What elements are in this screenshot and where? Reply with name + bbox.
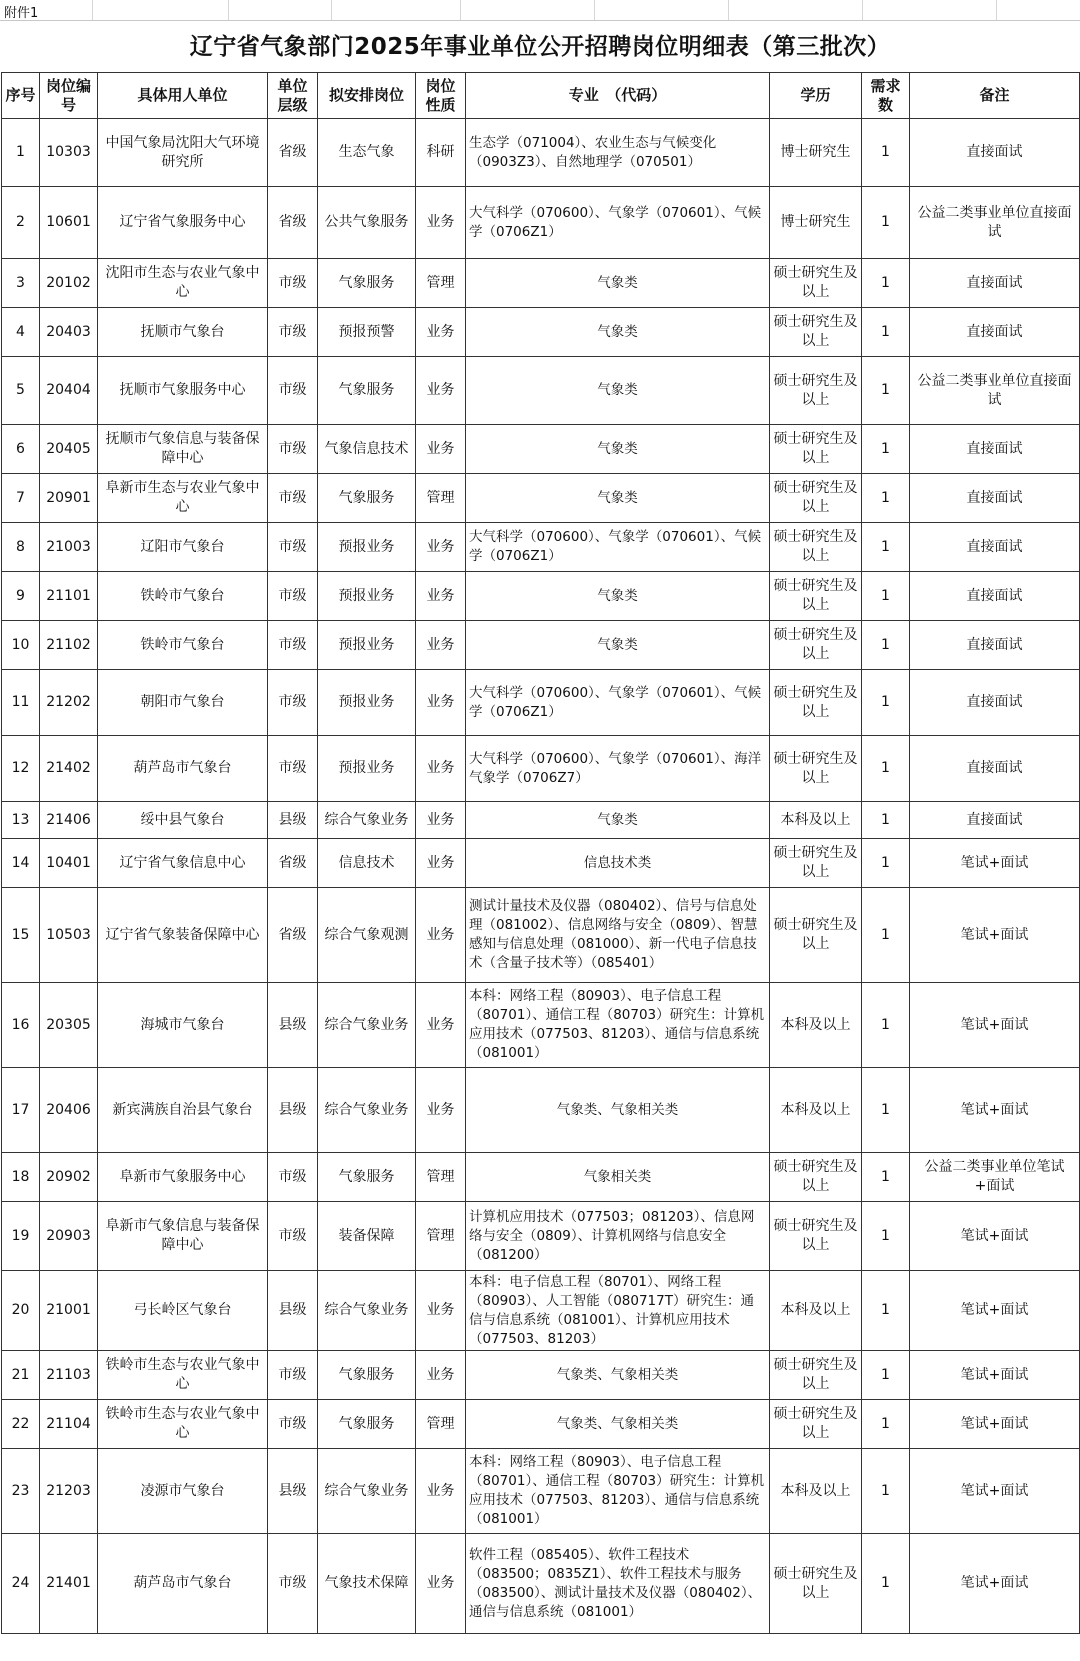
cell-post: 综合气象业务: [318, 1271, 416, 1351]
cell-code: 21104: [40, 1400, 98, 1449]
cell-unit: 抚顺市气象信息与装备保障中心: [98, 425, 268, 474]
cell-no: 24: [2, 1534, 40, 1634]
cell-edu: 硕士研究生及以上: [770, 736, 862, 802]
cell-unit: 中国气象局沈阳大气环境研究所: [98, 119, 268, 187]
cell-count: 1: [862, 1068, 910, 1153]
table-row: [2, 357, 1080, 425]
cell-nature: 业务: [416, 621, 466, 670]
cell-count: 1: [862, 1351, 910, 1400]
table-body: [2, 119, 1080, 1634]
cell-no: 23: [2, 1449, 40, 1534]
table-row: [2, 1153, 1080, 1202]
cell-post: 气象服务: [318, 1351, 416, 1400]
cell-unit: 阜新市生态与农业气象中心: [98, 474, 268, 523]
cell-post: 气象技术保障: [318, 1534, 416, 1634]
cell-count: 1: [862, 621, 910, 670]
cell-code: 21406: [40, 802, 98, 839]
cell-level: 市级: [268, 621, 318, 670]
header-education: 学历: [770, 73, 862, 119]
cell-nature: 业务: [416, 1351, 466, 1400]
cell-code: 21001: [40, 1271, 98, 1351]
cell-no: 9: [2, 572, 40, 621]
cell-nature: 管理: [416, 1202, 466, 1271]
table-row: [2, 523, 1080, 572]
cell-major: 大气科学（070600）、气象学（070601）、海洋气象学（0706Z7）: [466, 736, 770, 802]
cell-code: 20406: [40, 1068, 98, 1153]
cell-level: 县级: [268, 1271, 318, 1351]
cell-nature: 业务: [416, 802, 466, 839]
cell-nature: 业务: [416, 839, 466, 888]
cell-code: 10503: [40, 888, 98, 983]
cell-major: 气象类、气象相关类: [466, 1351, 770, 1400]
cell-major: 大气科学（070600）、气象学（070601）、气候学（0706Z1）: [466, 670, 770, 736]
cell-note: 直接面试: [910, 670, 1080, 736]
cell-unit: 海城市气象台: [98, 983, 268, 1068]
cell-count: 1: [862, 572, 910, 621]
cell-code: 10401: [40, 839, 98, 888]
cell-no: 14: [2, 839, 40, 888]
cell-note: 直接面试: [910, 119, 1080, 187]
cell-level: 省级: [268, 119, 318, 187]
cell-no: 20: [2, 1271, 40, 1351]
cell-note: 笔试+面试: [910, 1400, 1080, 1449]
cell-edu: 硕士研究生及以上: [770, 259, 862, 308]
cell-edu: 硕士研究生及以上: [770, 1534, 862, 1634]
header-count: 需求数: [862, 73, 910, 119]
cell-post: 信息技术: [318, 839, 416, 888]
cell-note: 公益二类事业单位直接面试: [910, 187, 1080, 259]
cell-code: 21102: [40, 621, 98, 670]
cell-edu: 硕士研究生及以上: [770, 474, 862, 523]
cell-level: 市级: [268, 259, 318, 308]
header-nature: 岗位性质: [416, 73, 466, 119]
cell-edu: 硕士研究生及以上: [770, 888, 862, 983]
cell-unit: 铁岭市生态与农业气象中心: [98, 1400, 268, 1449]
cell-no: 18: [2, 1153, 40, 1202]
cell-unit: 辽宁省气象服务中心: [98, 187, 268, 259]
cell-major: 本科：网络工程（80903）、电子信息工程（80701）、通信工程（80703）研究生：计算机应用技术（077503、81203）、通信与信息系统（081001）: [466, 1449, 770, 1534]
table-row: [2, 1202, 1080, 1271]
cell-count: 1: [862, 474, 910, 523]
table-row: [2, 187, 1080, 259]
cell-nature: 业务: [416, 983, 466, 1068]
cell-no: 1: [2, 119, 40, 187]
cell-nature: 业务: [416, 572, 466, 621]
cell-unit: 铁岭市气象台: [98, 621, 268, 670]
cell-major: 信息技术类: [466, 839, 770, 888]
cell-nature: 业务: [416, 1271, 466, 1351]
cell-nature: 业务: [416, 425, 466, 474]
cell-code: 21203: [40, 1449, 98, 1534]
cell-post: 预报业务: [318, 621, 416, 670]
cell-note: 笔试+面试: [910, 1271, 1080, 1351]
cell-note: 笔试+面试: [910, 1449, 1080, 1534]
cell-unit: 辽阳市气象台: [98, 523, 268, 572]
cell-level: 市级: [268, 308, 318, 357]
cell-nature: 业务: [416, 187, 466, 259]
cell-post: 气象服务: [318, 474, 416, 523]
cell-level: 省级: [268, 888, 318, 983]
cell-no: 8: [2, 523, 40, 572]
table-row: [2, 1400, 1080, 1449]
cell-note: 公益二类事业单位直接面试: [910, 357, 1080, 425]
cell-no: 17: [2, 1068, 40, 1153]
cell-level: 县级: [268, 1068, 318, 1153]
cell-edu: 本科及以上: [770, 1271, 862, 1351]
cell-edu: 本科及以上: [770, 983, 862, 1068]
cell-code: 21103: [40, 1351, 98, 1400]
cell-code: 21401: [40, 1534, 98, 1634]
cell-level: 市级: [268, 1351, 318, 1400]
cell-major: 气象类: [466, 572, 770, 621]
cell-edu: 硕士研究生及以上: [770, 425, 862, 474]
page-title: 辽宁省气象部门2025年事业单位公开招聘岗位明细表（第三批次）: [189, 34, 891, 60]
cell-major: 测试计量技术及仪器（080402）、信号与信息处理（081002）、信息网络与安全（0809）、智慧感知与信息处理（081000）、新一代电子信息技术（含量子技术等）（085401）: [466, 888, 770, 983]
cell-count: 1: [862, 119, 910, 187]
cell-major: 气象类: [466, 621, 770, 670]
cell-count: 1: [862, 187, 910, 259]
cell-unit: 沈阳市生态与农业气象中心: [98, 259, 268, 308]
cell-level: 县级: [268, 983, 318, 1068]
cell-level: 市级: [268, 474, 318, 523]
cell-unit: 阜新市气象服务中心: [98, 1153, 268, 1202]
cell-edu: 博士研究生: [770, 187, 862, 259]
cell-no: 11: [2, 670, 40, 736]
cell-nature: 业务: [416, 670, 466, 736]
cell-count: 1: [862, 259, 910, 308]
cell-count: 1: [862, 1400, 910, 1449]
table-row: [2, 425, 1080, 474]
cell-no: 22: [2, 1400, 40, 1449]
cell-code: 21003: [40, 523, 98, 572]
cell-edu: 硕士研究生及以上: [770, 572, 862, 621]
cell-edu: 硕士研究生及以上: [770, 621, 862, 670]
table-row: [2, 1449, 1080, 1534]
cell-count: 1: [862, 523, 910, 572]
cell-nature: 业务: [416, 1534, 466, 1634]
cell-no: 16: [2, 983, 40, 1068]
cell-major: 本科：网络工程（80903）、电子信息工程（80701）、通信工程（80703）研究生：计算机应用技术（077503、81203）、通信与信息系统（081001）: [466, 983, 770, 1068]
cell-note: 直接面试: [910, 523, 1080, 572]
cell-note: 直接面试: [910, 308, 1080, 357]
cell-major: 气象类、气象相关类: [466, 1068, 770, 1153]
header-post: 拟安排岗位: [318, 73, 416, 119]
cell-nature: 业务: [416, 1449, 466, 1534]
cell-note: 笔试+面试: [910, 1534, 1080, 1634]
cell-note: 笔试+面试: [910, 983, 1080, 1068]
cell-major: 计算机应用技术（077503；081203）、信息网络与安全（0809）、计算机网络与信息安全（081200）: [466, 1202, 770, 1271]
cell-nature: 业务: [416, 523, 466, 572]
header-no: 序号: [2, 73, 40, 119]
cell-post: 综合气象业务: [318, 983, 416, 1068]
spreadsheet-top-gridlines: [0, 0, 1080, 21]
header-level: 单位层级: [268, 73, 318, 119]
cell-unit: 抚顺市气象服务中心: [98, 357, 268, 425]
table-row: [2, 839, 1080, 888]
cell-no: 19: [2, 1202, 40, 1271]
cell-code: 21202: [40, 670, 98, 736]
attachment-label: 附件1: [4, 6, 39, 21]
cell-level: 市级: [268, 425, 318, 474]
cell-edu: 本科及以上: [770, 1449, 862, 1534]
cell-edu: 硕士研究生及以上: [770, 1400, 862, 1449]
cell-unit: 弓长岭区气象台: [98, 1271, 268, 1351]
cell-post: 综合气象业务: [318, 1068, 416, 1153]
cell-post: 预报业务: [318, 572, 416, 621]
cell-count: 1: [862, 308, 910, 357]
cell-no: 3: [2, 259, 40, 308]
cell-major: 气象类: [466, 425, 770, 474]
cell-edu: 硕士研究生及以上: [770, 1351, 862, 1400]
cell-nature: 管理: [416, 474, 466, 523]
cell-no: 6: [2, 425, 40, 474]
cell-unit: 辽宁省气象装备保障中心: [98, 888, 268, 983]
table-row: [2, 670, 1080, 736]
table-row: [2, 259, 1080, 308]
cell-level: 市级: [268, 523, 318, 572]
cell-unit: 葫芦岛市气象台: [98, 736, 268, 802]
header-major: 专业 （代码）: [466, 73, 770, 119]
cell-major: 生态学（071004）、农业生态与气候变化（0903Z3）、自然地理学（070501）: [466, 119, 770, 187]
cell-level: 市级: [268, 1534, 318, 1634]
cell-level: 市级: [268, 572, 318, 621]
cell-note: 笔试+面试: [910, 888, 1080, 983]
cell-edu: 硕士研究生及以上: [770, 1153, 862, 1202]
cell-note: 笔试+面试: [910, 839, 1080, 888]
cell-note: 公益二类事业单位笔试+面试: [910, 1153, 1080, 1202]
cell-major: 气象类: [466, 357, 770, 425]
cell-major: 气象类、气象相关类: [466, 1400, 770, 1449]
cell-level: 省级: [268, 839, 318, 888]
header-note: 备注: [910, 73, 1080, 119]
cell-unit: 阜新市气象信息与装备保障中心: [98, 1202, 268, 1271]
cell-no: 10: [2, 621, 40, 670]
cell-count: 1: [862, 802, 910, 839]
cell-note: 直接面试: [910, 425, 1080, 474]
cell-unit: 抚顺市气象台: [98, 308, 268, 357]
cell-code: 21101: [40, 572, 98, 621]
cell-note: 直接面试: [910, 621, 1080, 670]
cell-major: 气象类: [466, 474, 770, 523]
cell-note: 笔试+面试: [910, 1202, 1080, 1271]
cell-nature: 业务: [416, 736, 466, 802]
cell-count: 1: [862, 425, 910, 474]
cell-post: 公共气象服务: [318, 187, 416, 259]
cell-count: 1: [862, 357, 910, 425]
cell-post: 综合气象业务: [318, 802, 416, 839]
cell-level: 市级: [268, 1153, 318, 1202]
cell-unit: 辽宁省气象信息中心: [98, 839, 268, 888]
cell-count: 1: [862, 736, 910, 802]
table-row: [2, 888, 1080, 983]
cell-unit: 绥中县气象台: [98, 802, 268, 839]
cell-note: 笔试+面试: [910, 1351, 1080, 1400]
cell-edu: 硕士研究生及以上: [770, 308, 862, 357]
header-code: 岗位编号: [40, 73, 98, 119]
cell-note: 直接面试: [910, 736, 1080, 802]
cell-note: 直接面试: [910, 572, 1080, 621]
cell-major: 气象类: [466, 308, 770, 357]
cell-post: 预报预警: [318, 308, 416, 357]
cell-unit: 凌源市气象台: [98, 1449, 268, 1534]
cell-level: 市级: [268, 1400, 318, 1449]
cell-level: 市级: [268, 736, 318, 802]
cell-code: 20903: [40, 1202, 98, 1271]
cell-nature: 科研: [416, 119, 466, 187]
cell-nature: 业务: [416, 308, 466, 357]
cell-edu: 硕士研究生及以上: [770, 523, 862, 572]
cell-major: 大气科学（070600）、气象学（070601）、气候学（0706Z1）: [466, 523, 770, 572]
cell-level: 省级: [268, 187, 318, 259]
cell-code: 20305: [40, 983, 98, 1068]
cell-edu: 硕士研究生及以上: [770, 1202, 862, 1271]
cell-unit: 新宾满族自治县气象台: [98, 1068, 268, 1153]
table-row: [2, 1068, 1080, 1153]
cell-edu: 本科及以上: [770, 1068, 862, 1153]
header-unit: 具体用人单位: [98, 73, 268, 119]
cell-major: 气象类: [466, 259, 770, 308]
cell-nature: 管理: [416, 1153, 466, 1202]
cell-level: 市级: [268, 357, 318, 425]
cell-post: 气象信息技术: [318, 425, 416, 474]
cell-post: 综合气象观测: [318, 888, 416, 983]
table-row: [2, 1534, 1080, 1634]
cell-count: 1: [862, 1271, 910, 1351]
cell-unit: 铁岭市生态与农业气象中心: [98, 1351, 268, 1400]
cell-nature: 管理: [416, 259, 466, 308]
cell-level: 市级: [268, 1202, 318, 1271]
cell-no: 5: [2, 357, 40, 425]
cell-level: 市级: [268, 670, 318, 736]
table-row: [2, 119, 1080, 187]
cell-post: 预报业务: [318, 523, 416, 572]
cell-post: 气象服务: [318, 1153, 416, 1202]
cell-major: 气象相关类: [466, 1153, 770, 1202]
table-header-row: [2, 73, 1080, 119]
cell-post: 气象服务: [318, 357, 416, 425]
table-row: [2, 983, 1080, 1068]
table-row: [2, 572, 1080, 621]
cell-count: 1: [862, 670, 910, 736]
cell-unit: 铁岭市气象台: [98, 572, 268, 621]
cell-edu: 硕士研究生及以上: [770, 357, 862, 425]
cell-count: 1: [862, 1534, 910, 1634]
cell-count: 1: [862, 839, 910, 888]
cell-note: 直接面试: [910, 259, 1080, 308]
cell-code: 20403: [40, 308, 98, 357]
cell-major: 气象类: [466, 802, 770, 839]
cell-count: 1: [862, 1449, 910, 1534]
cell-major: 软件工程（085405）、软件工程技术（083500；0835Z1）、软件工程技术与服务（083500）、测试计量技术及仪器（080402）、通信与信息系统（081001）: [466, 1534, 770, 1634]
cell-count: 1: [862, 1153, 910, 1202]
cell-nature: 业务: [416, 1068, 466, 1153]
cell-nature: 业务: [416, 888, 466, 983]
cell-code: 20102: [40, 259, 98, 308]
cell-edu: 博士研究生: [770, 119, 862, 187]
cell-post: 生态气象: [318, 119, 416, 187]
cell-major: 本科：电子信息工程（80701）、网络工程（80903）、人工智能（080717T）研究生：通信与信息系统（081001）、计算机应用技术（077503、81203）: [466, 1271, 770, 1351]
cell-code: 20404: [40, 357, 98, 425]
cell-code: 20405: [40, 425, 98, 474]
cell-level: 县级: [268, 802, 318, 839]
cell-code: 21402: [40, 736, 98, 802]
cell-no: 2: [2, 187, 40, 259]
table-row: [2, 736, 1080, 802]
cell-edu: 硕士研究生及以上: [770, 670, 862, 736]
cell-code: 20902: [40, 1153, 98, 1202]
table-row: [2, 308, 1080, 357]
cell-code: 20901: [40, 474, 98, 523]
cell-post: 综合气象业务: [318, 1449, 416, 1534]
cell-note: 直接面试: [910, 802, 1080, 839]
cell-post: 预报业务: [318, 736, 416, 802]
cell-code: 10303: [40, 119, 98, 187]
cell-code: 10601: [40, 187, 98, 259]
cell-count: 1: [862, 888, 910, 983]
cell-note: 直接面试: [910, 474, 1080, 523]
cell-edu: 本科及以上: [770, 802, 862, 839]
cell-nature: 管理: [416, 1400, 466, 1449]
cell-no: 7: [2, 474, 40, 523]
cell-unit: 朝阳市气象台: [98, 670, 268, 736]
cell-post: 装备保障: [318, 1202, 416, 1271]
cell-no: 4: [2, 308, 40, 357]
cell-no: 12: [2, 736, 40, 802]
cell-note: 笔试+面试: [910, 1068, 1080, 1153]
cell-post: 气象服务: [318, 259, 416, 308]
table-row: [2, 802, 1080, 839]
cell-no: 15: [2, 888, 40, 983]
cell-no: 13: [2, 802, 40, 839]
cell-unit: 葫芦岛市气象台: [98, 1534, 268, 1634]
cell-major: 大气科学（070600）、气象学（070601）、气候学（0706Z1）: [466, 187, 770, 259]
table-row: [2, 474, 1080, 523]
cell-level: 县级: [268, 1449, 318, 1534]
cell-post: 预报业务: [318, 670, 416, 736]
recruitment-table: [1, 72, 1080, 1634]
cell-edu: 硕士研究生及以上: [770, 839, 862, 888]
cell-count: 1: [862, 983, 910, 1068]
table-row: [2, 1271, 1080, 1351]
cell-post: 气象服务: [318, 1400, 416, 1449]
table-row: [2, 1351, 1080, 1400]
cell-nature: 业务: [416, 357, 466, 425]
table-row: [2, 621, 1080, 670]
cell-count: 1: [862, 1202, 910, 1271]
cell-no: 21: [2, 1351, 40, 1400]
